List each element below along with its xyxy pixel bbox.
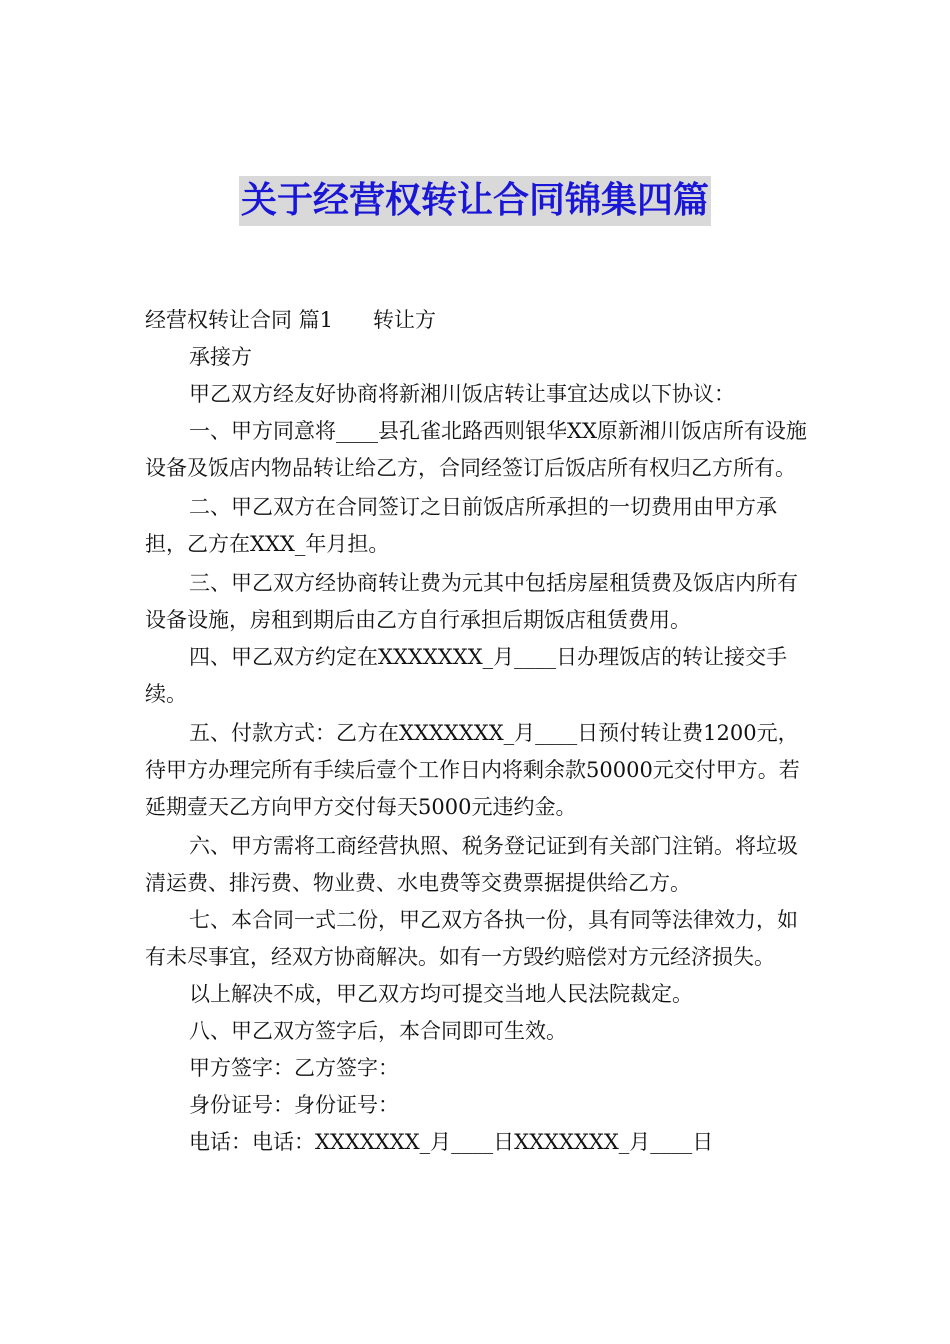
paragraph: 甲方签字：乙方签字： [189,1056,399,1080]
document-body [145,302,815,1161]
paragraph: 五、付款方式：乙方在XXXXXXX_月____日预付转让费1200元，待甲方办理完所有手续后壹个工作日内将剩余款50000元交付甲方。若延期壹天乙方向甲方交付每天5000元违约金。 [145,721,800,819]
title-container [0,176,950,226]
paragraph: 一、甲方同意将____县孔雀北路西则银华XX原新湘川饭店所有设施设备及饭店内物品转让给乙方，合同经签订后饭店所有权归乙方所有。 [145,419,807,480]
paragraph: 二、甲乙双方在合同签订之日前饭店所承担的一切费用由甲方承担，乙方在XXX_年月担。 [145,495,777,556]
paragraph: 甲乙双方经友好协商将新湘川饭店转让事宜达成以下协议： [189,382,735,406]
paragraph: 八、甲乙双方签字后，本合同即可生效。 [189,1019,567,1043]
paragraph: 四、甲乙双方约定在XXXXXXX_月____日办理饭店的转让接交手续。 [145,645,788,706]
heading-line [145,302,815,339]
transferor-label: 转让方 [373,308,437,332]
paragraph: 六、甲方需将工商经营执照、税务登记证到有关部门注销。将垃圾清运费、排污费、物业费、水电费等交费票据提供给乙方。 [145,834,798,895]
paragraph: 承接方 [189,345,252,369]
paragraph: 身份证号：身份证号： [189,1093,399,1117]
paragraph: 以上解决不成，甲乙双方均可提交当地人民法院裁定。 [189,982,693,1006]
document-title: 关于经营权转让合同锦集四篇 [239,176,711,226]
paragraph: 三、甲乙双方经协商转让费为元其中包括房屋租赁费及饭店内所有设备设施，房租到期后由乙方自行承担后期饭店租赁费用。 [145,571,798,632]
paragraph: 电话：电话：XXXXXXX_月____日XXXXXXX_月____日 [189,1130,714,1154]
paragraph: 七、本合同一式二份，甲乙双方各执一份，具有同等法律效力，如有未尽事宜，经双方协商解决。如有一方毁约赔偿对方元经济损失。 [145,908,798,969]
section-heading: 经营权转让合同 篇1 [145,308,334,332]
